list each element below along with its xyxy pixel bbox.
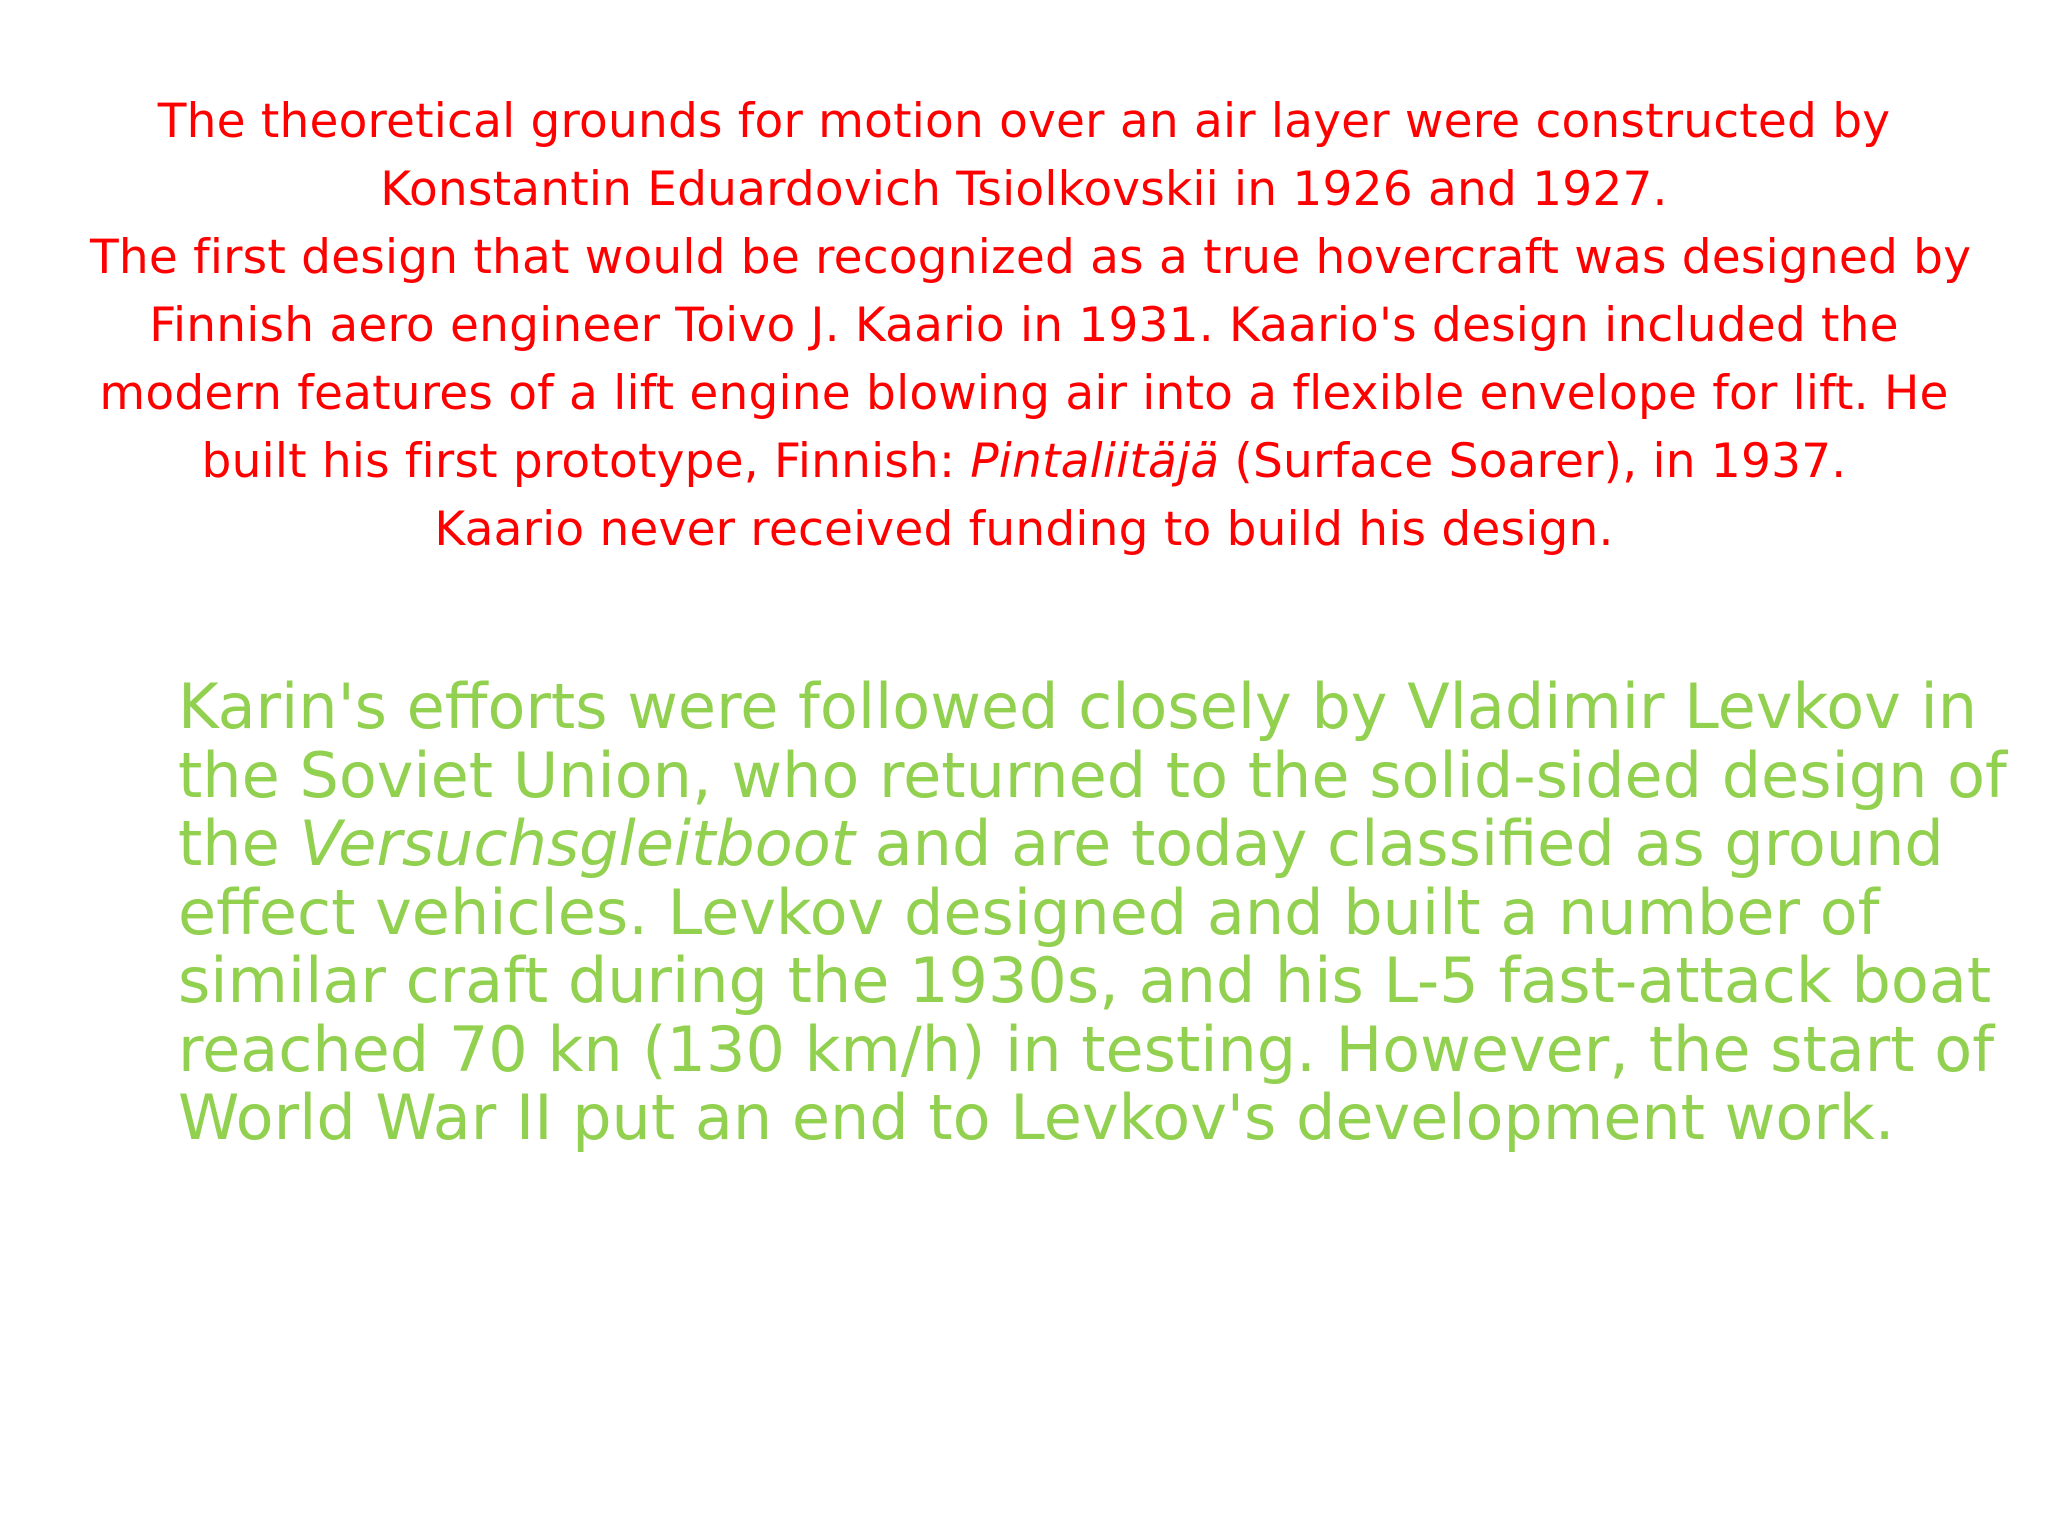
green-line-3-end: and are today classified as ground [854,807,1944,880]
history-paragraph-green [178,670,2007,1154]
red-line-6-start: built his first prototype, Finnish: [201,434,971,489]
green-line-4: effect vehicles. Levkov designed and built a number of [178,875,1880,949]
red-line-1: The theoretical grounds for motion over an air layer were constructed by [157,94,1891,149]
red-line-6 [90,428,1958,496]
green-line-3-italic-term: Versuchsgleitboot [299,807,855,880]
green-line-3-start: the [178,807,300,880]
red-line-6-italic-term: Pintaliitäjä [970,434,1220,489]
green-line-6: reached 70 kn (130 km/h) in testing. However, the start of [178,1012,1995,1086]
red-line-3: The first design that would be recognized as a true hovercraft was designed by [90,230,1972,285]
green-line-5: similar craft during the 1930s, and his L-5 fast-attack boat [178,944,1992,1017]
green-line-3 [178,807,1944,880]
red-line-5: modern features of a lift engine blowing air into a flexible envelope for lift. He [99,366,1949,421]
history-paragraph-red [90,88,1972,564]
red-line-4: Finnish aero engineer Toivo J. Kaario in 1931. Kaario's design included the [149,298,1899,353]
red-line-2: Konstantin Eduardovich Tsiolkovskii in 1926 and 1927. [380,162,1668,217]
red-line-7: Kaario never received funding to build his design. [434,502,1614,557]
red-line-6-end: (Surface Soarer), in 1937. [1219,434,1847,489]
green-line-1: Karin's efforts were followed closely by Vladimir Levkov in [178,670,1978,743]
green-line-2: the Soviet Union, who returned to the solid-sided design of [178,738,2007,812]
green-line-7: World War II put an end to Levkov's development work. [178,1081,1895,1154]
